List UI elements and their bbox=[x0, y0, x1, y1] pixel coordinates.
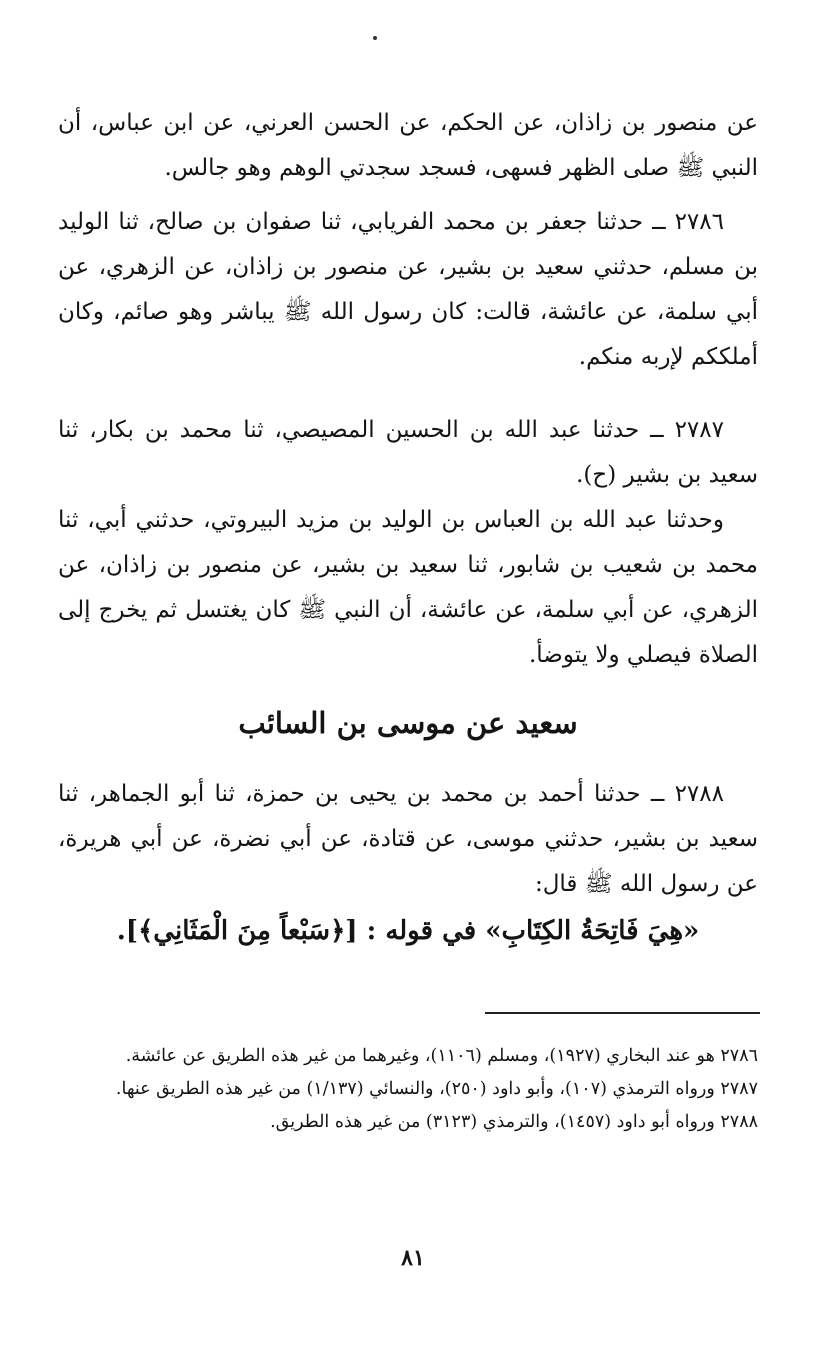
footnote-divider bbox=[485, 1012, 760, 1014]
paragraph: ٢٧٨٦ ــ حدثنا جعفر بن محمد الفريابي، ثنا صفوان بن صالح، ثنا الوليد بن مسلم، حدثني سعيد بن بشير، عن منصور بن زاذان، عن الزهري، عن أبي سلمة، عن عائشة، قالت: كان رسول الله ﷺ يباشر وهو صائم، وكان أملككم لإربه منكم. bbox=[58, 209, 758, 370]
footnote-2788: ٢٧٨٨ ورواه أبو داود (١٤٥٧)، والترمذي (٣١٢٣) من غير هذه الطريق. bbox=[270, 1112, 758, 1132]
paragraph: ٢٧٨٨ ــ حدثنا أحمد بن محمد بن يحيى بن حمزة، ثنا أبو الجماهر، ثنا سعيد بن بشير، حدثني موسى، عن قتادة، عن أبي نضرة، عن أبي هريرة، عن رسول الله ﷺ قال: bbox=[58, 781, 758, 897]
paragraph: ٢٧٨٧ ــ حدثنا عبد الله بن الحسين المصيصي، ثنا محمد بن بكار، ثنا سعيد بن بشير (ح). bbox=[58, 417, 758, 488]
quoted-verse: «هِيَ فَاتِحَةُ الكِتَابِ» في قوله : [﴿سَبْعاً مِنَ الْمَثَانِي﴾]. bbox=[116, 916, 700, 946]
footnote-2787: ٢٧٨٧ ورواه الترمذي (١٠٧)، وأبو داود (٢٥٠)، والنسائي (١/١٣٧) من غير هذه الطريق عنها. bbox=[115, 1079, 758, 1099]
hadith-2786 bbox=[58, 200, 758, 380]
hadith-2787-second-chain bbox=[58, 498, 758, 678]
top-dot-mark bbox=[373, 36, 377, 40]
hadith-2788 bbox=[58, 772, 758, 907]
hadith-2787 bbox=[58, 408, 758, 498]
paragraph: عن منصور بن زاذان، عن الحكم، عن الحسن العرني، عن ابن عباس، أن النبي ﷺ صلى الظهر فسهى، فسجد سجدتي الوهم وهو جالس. bbox=[58, 110, 758, 181]
paragraph: وحدثنا عبد الله بن العباس بن الوليد بن مزيد البيروتي، حدثني أبي، ثنا محمد بن شعيب بن شابور، ثنا سعيد بن بشير، عن منصور بن زاذان، عن الزهري، عن أبي سلمة، عن عائشة، أن النبي ﷺ كان يغتسل ثم يخرج إلى الصلاة فيصلي ولا يتوضأ. bbox=[58, 507, 758, 668]
footnotes bbox=[58, 1040, 758, 1139]
hadith-continuation bbox=[58, 101, 758, 191]
section-heading: سعيد عن موسى بن السائب bbox=[238, 706, 578, 740]
page-number: ٨١ bbox=[401, 1245, 425, 1271]
footnote-2786: ٢٧٨٦ هو عند البخاري (١٩٢٧)، ومسلم (١١٠٦)، وغيرهما من غير هذه الطريق عن عائشة. bbox=[125, 1046, 758, 1066]
